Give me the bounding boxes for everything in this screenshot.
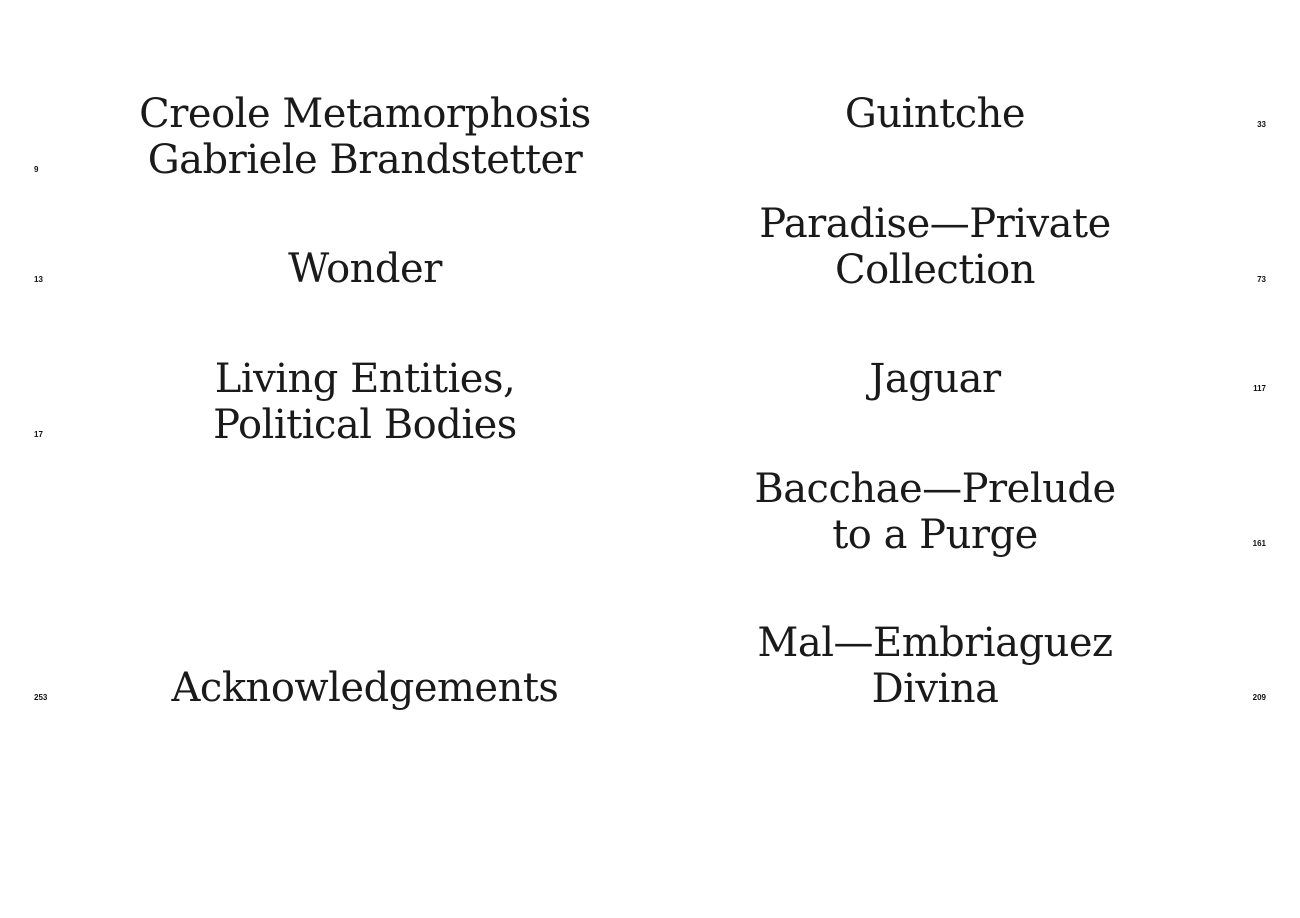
- page-number: 13: [34, 275, 43, 284]
- toc-entry-title: Living Entities,: [214, 356, 516, 402]
- toc-entry-title: Bacchae—Prelude: [754, 466, 1116, 512]
- toc-entry-title: Wonder: [288, 246, 442, 292]
- page-number: 253: [34, 693, 48, 702]
- toc-entry-title: Collection: [834, 247, 1036, 293]
- page-number: 117: [1253, 384, 1266, 393]
- toc-entry-title: Divina: [871, 666, 999, 712]
- toc-entry-guintche[interactable]: [690, 91, 1180, 137]
- toc-entry-acknowledgements[interactable]: [120, 665, 610, 711]
- page-number: 17: [34, 430, 43, 439]
- toc-entry-creole-metamorphosis[interactable]: [120, 91, 610, 183]
- page-number: 209: [1252, 693, 1266, 702]
- toc-entry-paradise-private-collection[interactable]: [690, 201, 1180, 293]
- toc-entry-mal-embriaguez-divina[interactable]: [690, 620, 1180, 712]
- page-number: 33: [1257, 120, 1266, 129]
- toc-entry-title: Creole Metamorphosis: [139, 91, 591, 137]
- page-number: 9: [34, 165, 39, 174]
- toc-entry-title: Guintche: [844, 91, 1026, 137]
- toc-entry-wonder[interactable]: [120, 246, 610, 292]
- toc-entry-jaguar[interactable]: [690, 356, 1180, 402]
- toc-entry-living-entities[interactable]: [120, 356, 610, 448]
- toc-entry-title: Paradise—Private: [759, 201, 1111, 247]
- toc-entry-bacchae-prelude[interactable]: [690, 466, 1180, 558]
- page-number: 161: [1252, 539, 1266, 548]
- toc-entry-title: Jaguar: [869, 356, 1001, 402]
- toc-entry-title: to a Purge: [832, 512, 1038, 558]
- page-number: 73: [1257, 275, 1266, 284]
- toc-entry-title: Political Bodies: [213, 402, 517, 448]
- toc-entry-subtitle: Gabriele Brandstetter: [147, 137, 583, 183]
- toc-entry-title: Mal—Embriaguez: [757, 620, 1113, 666]
- toc-entry-title: Acknowledgements: [171, 665, 559, 711]
